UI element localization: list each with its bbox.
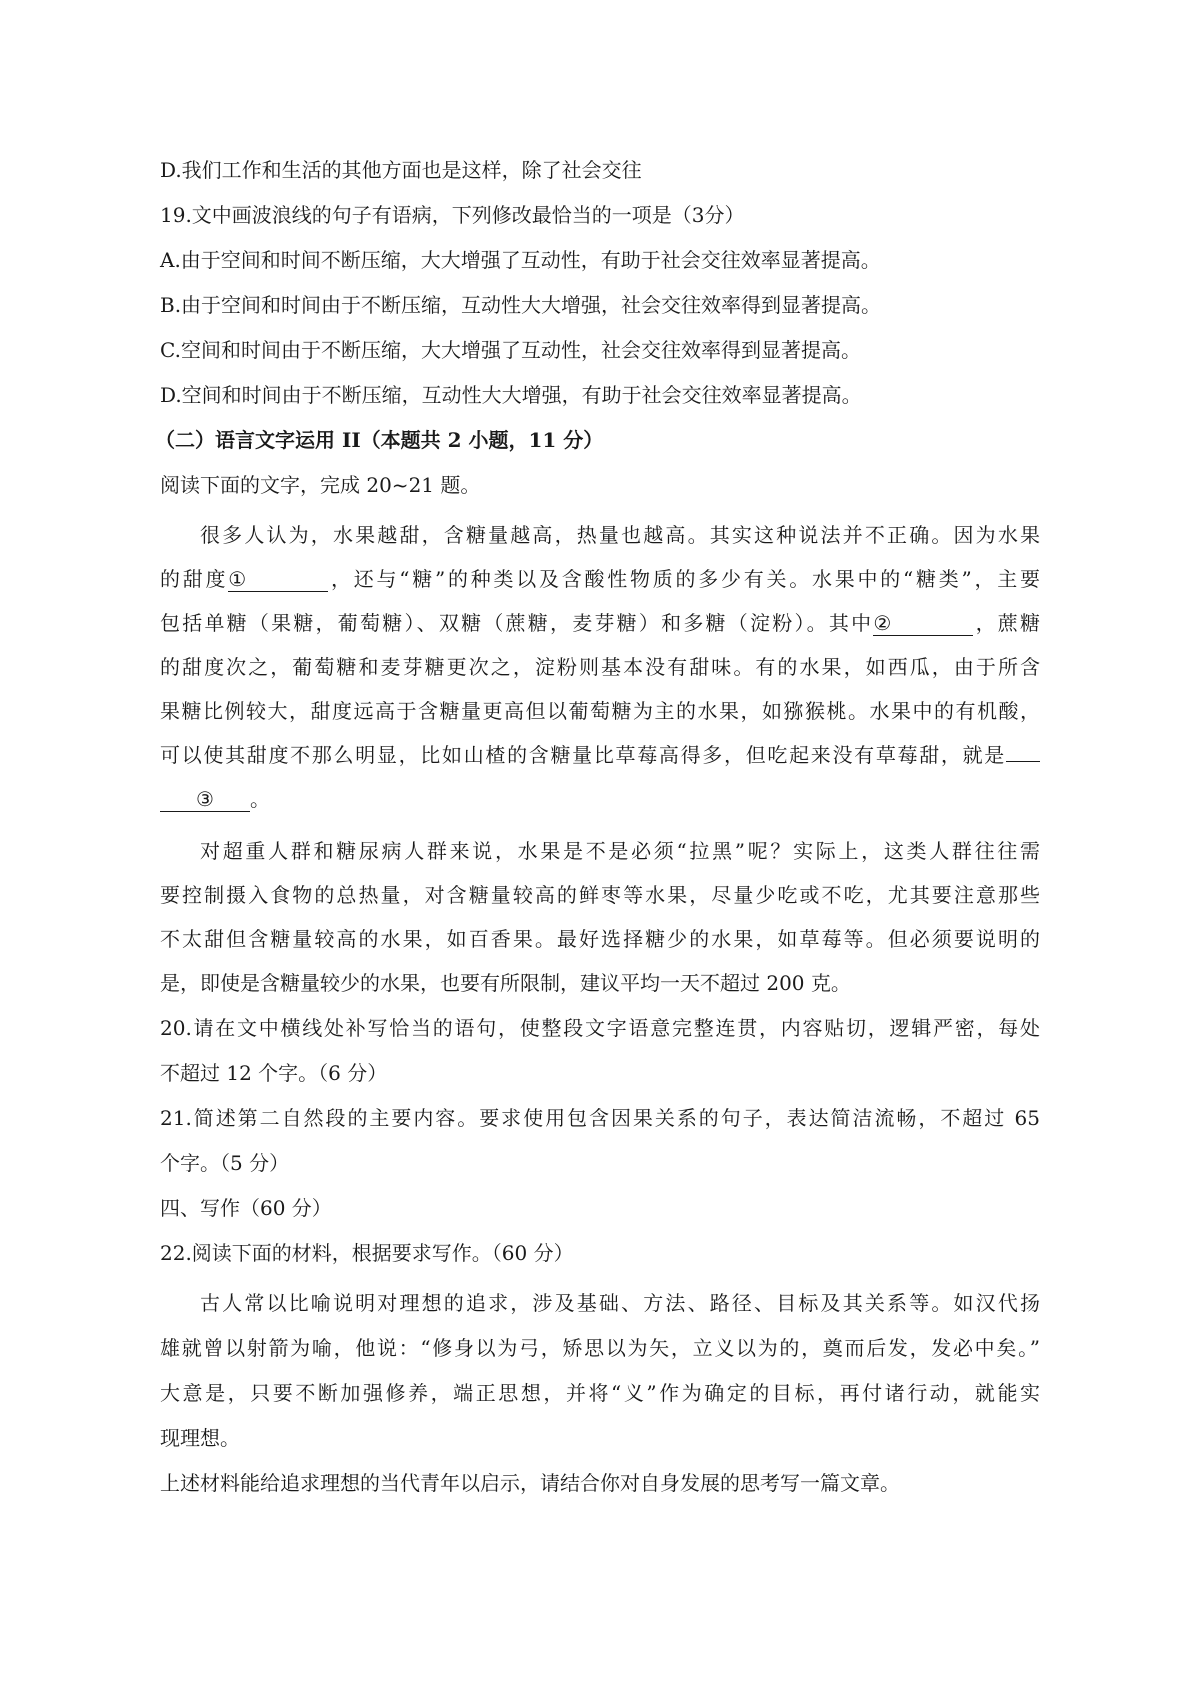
q22-material-line1: 古人常以比喻说明对理想的追求，涉及基础、方法、路径、目标及其关系等。如汉代扬 — [200, 1291, 1040, 1315]
blank-2-marker: ② — [873, 611, 892, 635]
q22-requirement: 上述材料能给追求理想的当代青年以启示，请结合你对自身发展的思考写一篇文章。 — [160, 1471, 900, 1495]
passage-p2-line4: 是，即使是含糖量较少的水果，也要有所限制，建议平均一天不超过 200 克。 — [160, 971, 851, 995]
passage-p2-line2: 要控制摄入食物的总热量，对含糖量较高的鲜枣等水果，尽量少吃或不吃，尤其要注意那些 — [160, 883, 1040, 907]
blank-3-marker: ③ — [196, 787, 214, 811]
q19-stem: 19.文中画波浪线的句子有语病，下列修改最恰当的一项是（3分） — [160, 203, 745, 227]
passage-p1-line3-pre: 包括单糖（果糖，葡萄糖）、双糖（蔗糖，麦芽糖）和多糖（淀粉）。其中 — [160, 611, 874, 635]
q22-material-line2: 雄就曾以射箭为喻，他说：“修身以为弓，矫思以为矢，立义以为的，奠而后发，发必中矣。” — [160, 1336, 1040, 1360]
q19-option-a: A.由于空间和时间不断压缩，大大增强了互动性，有助于社会交往效率显著提高。 — [160, 248, 881, 272]
section4-heading: 四、写作（60 分） — [160, 1196, 332, 1220]
answer-blank-2[interactable] — [873, 611, 973, 636]
passage-p2-line1: 对超重人群和糖尿病人群来说，水果是不是必须“拉黑”呢？实际上，这类人群往往需 — [200, 839, 1040, 863]
passage-p1-line1: 很多人认为，水果越甜，含糖量越高，热量也越高。其实这种说法并不正确。因为水果 — [200, 523, 1040, 547]
q22-stem: 22.阅读下面的材料，根据要求写作。（60 分） — [160, 1241, 574, 1265]
passage-p1-line6 — [160, 742, 1040, 768]
q20-line1: 20.请在文中横线处补写恰当的语句，使整段文字语意完整连贯，内容贴切，逻辑严密，每处 — [160, 1016, 1040, 1040]
passage-p1-line5: 果糖比例较大，甜度远高于含糖量更高但以葡萄糖为主的水果，如猕猴桃。水果中的有机酸， — [160, 699, 1040, 723]
passage-p1-line2 — [160, 566, 1040, 592]
blank-1-marker: ① — [228, 567, 247, 591]
q19-option-c: C.空间和时间由于不断压缩，大大增强了互动性，社会交往效率得到显著提高。 — [160, 338, 861, 362]
q22-material-line3: 大意是，只要不断加强修养，端正思想，并将“义”作为确定的目标，再付诸行动，就能实 — [160, 1381, 1040, 1405]
answer-blank-3[interactable] — [160, 787, 250, 812]
passage-p2-line3: 不太甜但含糖量较高的水果，如百香果。最好选择糖少的水果，如草莓等。但必须要说明的 — [160, 927, 1040, 951]
passage-p1-line2-post: ，还与“糖”的种类以及含酸性物质的多少有关。水果中的“糖类”，主要 — [328, 567, 1040, 591]
answer-blank-3-start[interactable] — [1006, 761, 1040, 762]
passage-p1-line2-pre: 的甜度 — [160, 567, 229, 591]
q20-line2: 不超过 12 个字。（6 分） — [160, 1061, 388, 1085]
q19-option-b: B.由于空间和时间由于不断压缩，互动性大大增强，社会交往效率得到显著提高。 — [160, 293, 882, 317]
q21-line2: 个字。（5 分） — [160, 1151, 290, 1175]
passage-p1-line7-post: 。 — [250, 787, 270, 811]
q22-material-line4: 现理想。 — [160, 1426, 240, 1450]
reading-instruction: 阅读下面的文字，完成 20~21 题。 — [160, 473, 481, 497]
passage-p1-line6-text: 可以使其甜度不那么明显，比如山楂的含糖量比草莓高得多，但吃起来没有草莓甜，就是 — [160, 743, 1006, 767]
section2-heading: （二）语言文字运用 II（本题共 2 小题，11 分） — [155, 428, 604, 452]
q19-option-d: D.空间和时间由于不断压缩，互动性大大增强，有助于社会交往效率显著提高。 — [160, 383, 862, 407]
passage-p1-line4: 的甜度次之，葡萄糖和麦芽糖更次之，淀粉则基本没有甜味。有的水果，如西瓜，由于所含 — [160, 655, 1040, 679]
answer-blank-1[interactable] — [228, 567, 328, 592]
q21-line1: 21.简述第二自然段的主要内容。要求使用包含因果关系的句子，表达简洁流畅，不超过 65 — [160, 1106, 1040, 1130]
passage-p1-line3-post: ，蔗糖 — [973, 611, 1041, 635]
passage-p1-line3 — [160, 610, 1040, 636]
passage-p1-line7 — [160, 786, 270, 812]
q18-option-d: D.我们工作和生活的其他方面也是这样，除了社会交往 — [160, 158, 642, 182]
